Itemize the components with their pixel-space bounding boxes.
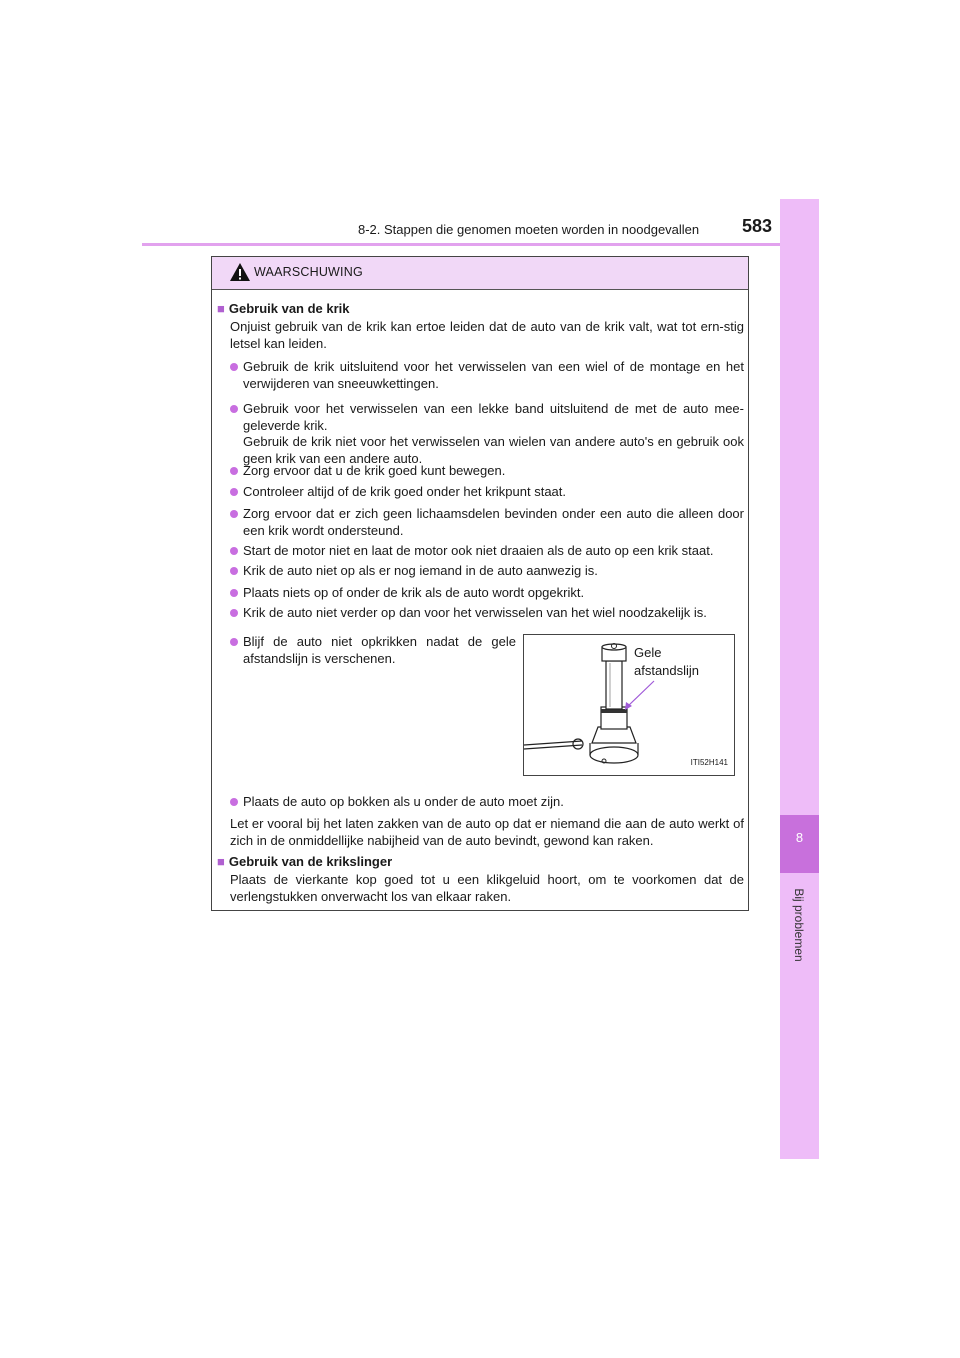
bullet-item: Plaats de auto op bokken als u onder de auto moet zijn. [230,794,744,811]
bullet-item: Gebruik de krik uitsluitend voor het verwisselen van een wiel of de montage en het verwijderen van sneeuwkettingen. [230,359,744,392]
bullet-item: Zorg ervoor dat er zich geen lichaamsdelen bevinden onder een auto die alleen door een krik wordt ondersteund. [230,506,744,539]
bullet-item: Krik de auto niet verder op dan voor het verwisselen van het wiel noodzakelijk is. [230,605,744,622]
warning-header [212,257,748,290]
chapter-side-tab [780,199,819,1159]
section-heading: ■ Gebruik van de krik [217,301,350,316]
chapter-number: 8 [795,830,804,845]
warning-title: WAARSCHUWING [254,265,363,279]
section-text: Plaats de vierkante kop goed tot u een klikgeluid hoort, om te voorkomen dat de verlengstukken onverwacht los van elkaar raken. [230,872,744,904]
section-title: 8-2. Stappen die genomen moeten worden in noodgevallen [358,222,700,237]
jack-figure [523,634,735,776]
bullet-item: Start de motor niet en laat de motor ook niet draaien als de auto op een krik staat. [230,543,744,560]
figure-callout-label: Gele afstandslijn [634,645,700,678]
bullet-item: Plaats niets op of onder de krik als de auto wordt opgekrikt. [230,585,744,602]
section-heading: ■ Gebruik van de krikslinger [217,854,393,869]
figure-code: ITI52H141 [690,757,728,767]
section-intro: Onjuist gebruik van de krik kan ertoe leiden dat de auto van de krik valt, wat tot ern-stig letsel kan leiden. [230,319,744,351]
closing-paragraph: Let er vooral bij het laten zakken van de auto op dat er niemand die aan de auto werkt of zich in de onmiddellijke nabijheid van de auto bevindt, gewond kan raken. [230,816,744,848]
header-rule [142,243,818,246]
bullet-item: Controleer altijd of de krik goed onder het krikpunt staat. [230,484,744,501]
bullet-item: Gebruik voor het verwisselen van een lekke band uitsluitend de met de auto mee-geleverde krik. Gebruik de krik niet voor het verwisselen van wielen van andere auto's en gebruik ook geen krik van een andere auto. [230,401,744,467]
warning-box [211,256,749,911]
page-number: 583 [742,216,773,236]
bullet-item: Blijf de auto niet opkrikken nadat de gele afstandslijn is verschenen. [230,634,516,667]
bullet-item: Zorg ervoor dat u de krik goed kunt bewegen. [230,463,744,480]
bullet-item: Krik de auto niet op als er nog iemand in de auto aanwezig is. [230,563,744,580]
warning-triangle-icon [229,262,251,282]
chapter-label: Bij problemen [792,888,806,962]
